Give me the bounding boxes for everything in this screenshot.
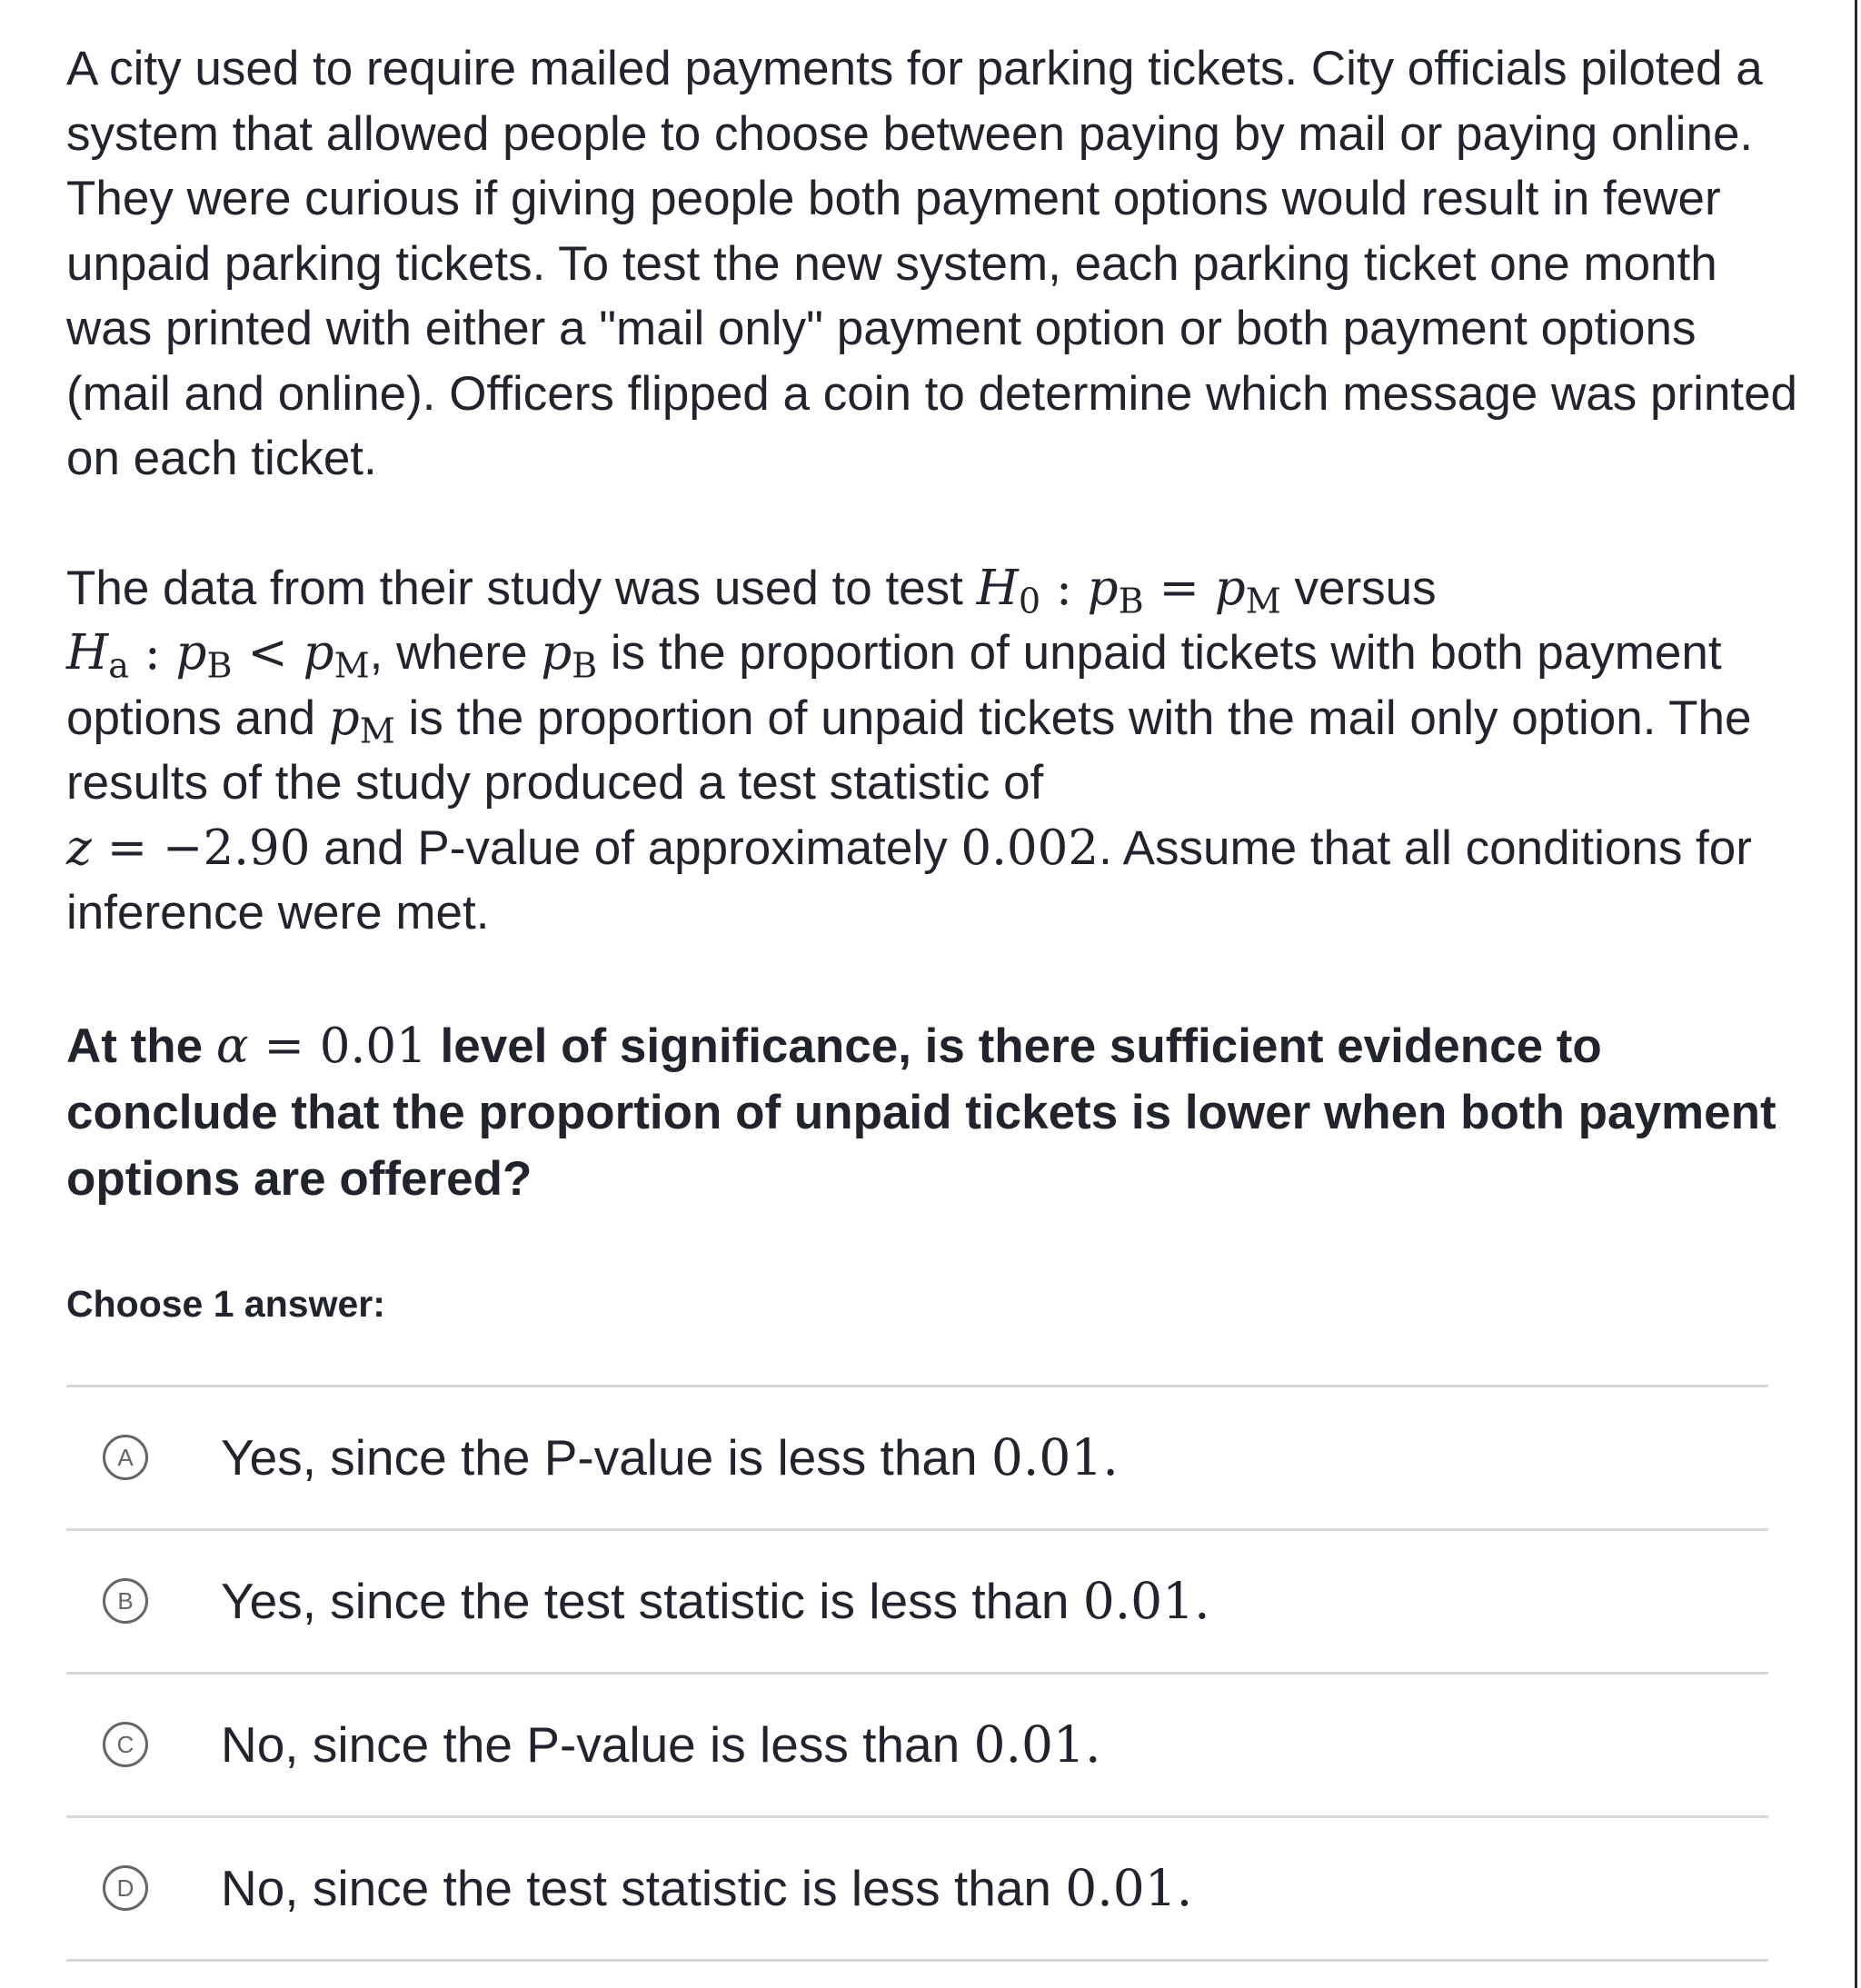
alternative-hypothesis: $H_a$ : $p_B < p_M$ [66, 625, 370, 686]
passage-text: is the proportion of unpaid tickets with both payment options and [66, 626, 1722, 745]
passage-text: is the proportion of unpaid tickets with the mail only option. The results of the study produced a test statistic of [66, 691, 1752, 810]
p-m-symbol: $p_M$ [328, 690, 395, 751]
p-value: 0.002 [960, 820, 1100, 876]
null-hypothesis: $H_0$ : $p_B = p_M$ [976, 560, 1281, 621]
choice-d[interactable] [66, 1818, 1768, 1962]
choice-a-radio[interactable]: A [103, 1435, 148, 1480]
choice-a[interactable] [66, 1387, 1768, 1531]
alpha-symbol: α [215, 1018, 249, 1074]
choice-b-text: Yes, since the test statistic is less than 0.01. [221, 1572, 1210, 1630]
choice-b-radio[interactable]: B [103, 1578, 148, 1624]
choice-c-text: No, since the P-value is less than 0.01. [221, 1715, 1101, 1774]
choice-c-radio[interactable]: C [103, 1722, 148, 1767]
answer-choices [66, 1385, 1768, 1962]
exercise-content [66, 36, 1811, 1962]
test-statistic: z = −2.90 [66, 820, 311, 876]
choice-d-text: No, since the test statistic is less than 0.01. [221, 1859, 1193, 1917]
passage-text: . Assume that all conditions for inference were met. [66, 820, 1752, 939]
choice-a-text: Yes, since the P-value is less than 0.01. [221, 1428, 1119, 1486]
passage-text: The data from their study was used to test [66, 561, 977, 615]
passage-text: , where [369, 626, 542, 680]
passage-text: versus [1280, 561, 1437, 615]
right-border [1855, 0, 1857, 1988]
passage-paragraph-1: A city used to require mailed payments for parking tickets. City officials piloted a system that allowed people to choose between paying by mail or paying online. They were curious if giving people both payment options would result in fewer unpaid parking tickets. To test the new system, each parking ticket one month was printed with either a "mail only" payment option or both payment options (mail and online). Officers flipped a coin to determine which message was printed on each ticket. [66, 42, 1798, 485]
choice-d-radio[interactable]: D [103, 1865, 148, 1911]
passage-text: and P-value of approximately [310, 820, 961, 875]
alpha-value: = 0.01 [248, 1018, 427, 1074]
p-b-symbol: $p_B$ [541, 625, 598, 686]
choice-b[interactable] [66, 1531, 1768, 1675]
passage-paragraph-2 [66, 556, 1811, 946]
choose-answer-label: Choose 1 answer: [66, 1282, 385, 1325]
choice-c[interactable] [66, 1675, 1768, 1818]
question-prompt: At the α = 0.01 level of significance, is there sufficient evidence to conclude that the proportion of unpaid tickets is lower when both payment options are offered? [66, 1018, 1776, 1206]
